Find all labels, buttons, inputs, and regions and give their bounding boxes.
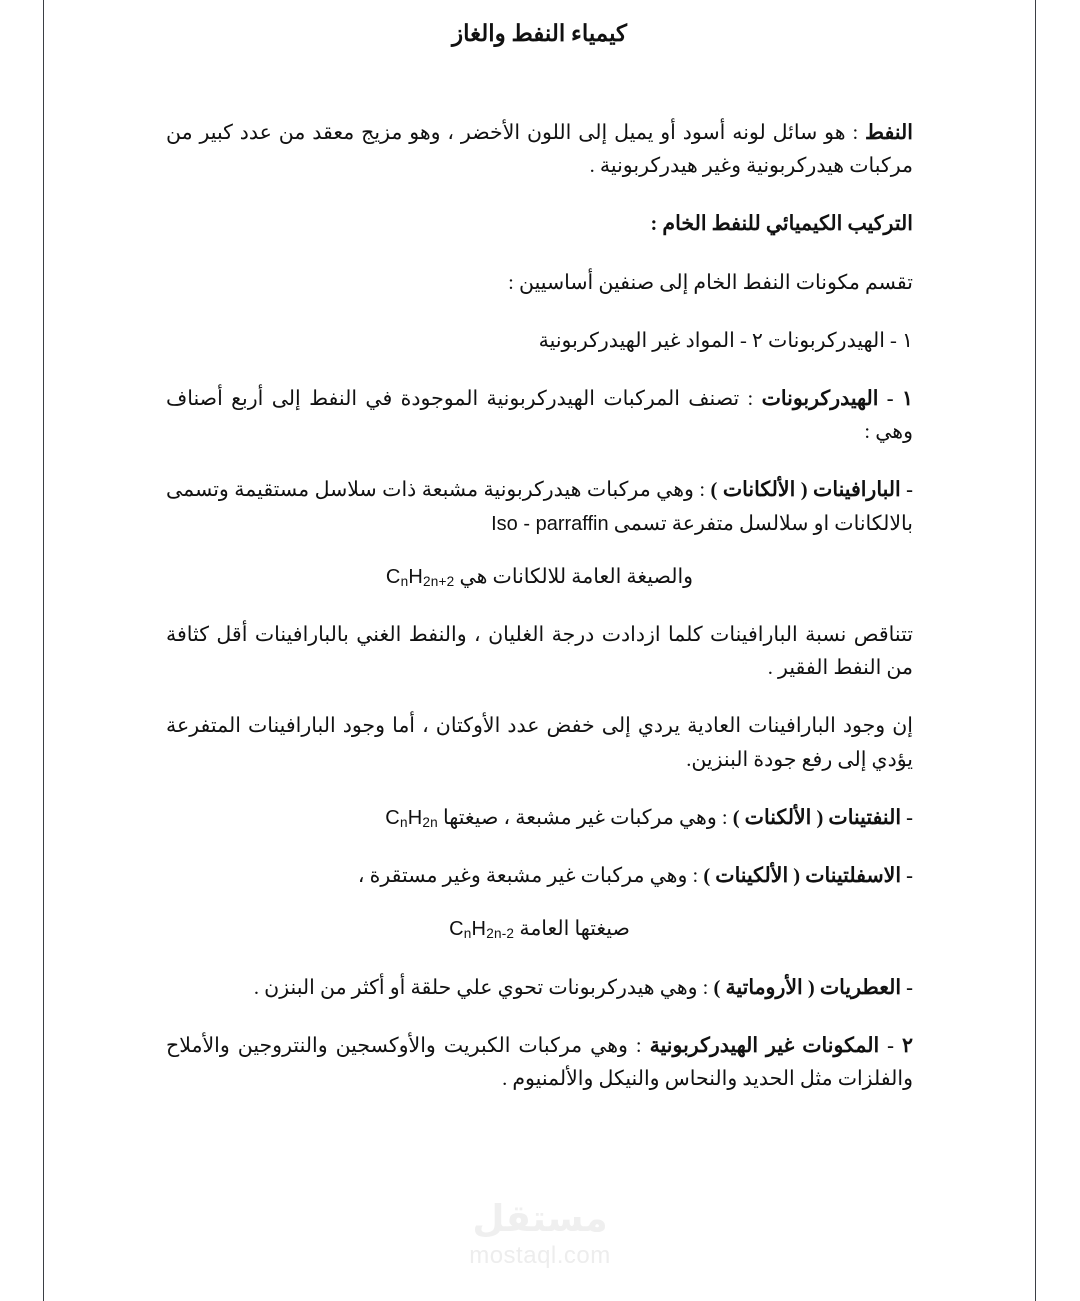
paragraph-hydrocarbons-text: : تصنف المركبات الهيدركربونية الموجودة في النفط إلى أربع أصناف وهي : (166, 388, 913, 444)
document-content (43, 0, 1035, 1301)
formula-alkyne-element-h: H (471, 918, 487, 941)
formula-alkane-element-h: H (408, 565, 423, 588)
formula-alkane (386, 561, 455, 593)
paragraph-asphaltenes (166, 860, 913, 893)
formula-alkane-sub-n: n (400, 573, 409, 589)
term-naphthenes: - النفتينات ( الألكنات ) (732, 806, 913, 829)
formula-alkyne-sub-2n-2: 2n-2 (486, 926, 515, 942)
formula-alkyne-sub-n: n (463, 926, 472, 942)
formula-alkyne (449, 913, 514, 945)
paragraph-paraffins-text: : وهي مركبات هيدركربونية مشبعة ذات سلاسل مستقيمة وتسمى بالالكانات او سلالسل متفرعة تسمى (166, 479, 913, 535)
heading-chemical-composition-label: التركيب الكيميائي للنفط الخام : (650, 213, 913, 236)
paragraph-alkane-general-formula (166, 561, 913, 594)
formula-alkene-sub-2n: 2n (422, 814, 438, 830)
watermark-arabic-logo: مستقل (472, 1198, 608, 1239)
heading-chemical-composition (166, 208, 913, 241)
term-asphaltenes: - الاسفلتينات ( الألكينات ) (703, 865, 913, 888)
paragraph-aromatics-text: : وهي هيدركربونات تحوي علي حلقة أو أكثر من البنزن . (253, 976, 714, 999)
formula-alkane-element-c: C (385, 565, 401, 588)
list-categories (166, 325, 913, 358)
paragraph-octane-number (166, 710, 913, 776)
paragraph-two-categories (166, 267, 913, 300)
paragraph-alkane-general-formula-text: والصيغة العامة للالكانات هي (454, 565, 694, 588)
paragraph-non-hydrocarbon-components (166, 1030, 913, 1096)
formula-alkene-element-h: H (407, 806, 423, 829)
paragraph-alkyne-general-formula (166, 913, 913, 946)
page-title: كيمياء النفط والغاز (452, 21, 627, 46)
formula-alkene-sub-n: n (399, 814, 408, 830)
paragraph-aromatics (166, 972, 913, 1005)
page-right-rule (1035, 0, 1036, 1301)
document-body (166, 117, 913, 1096)
paragraph-paraffin-ratio-text: تتناقص نسبة البارافينات كلما ازدادت درجة الغليان ، والنفط الغني بالبارافينات أقل كثافة من النفط الفقير . (166, 624, 913, 680)
paragraph-two-categories-text: تقسم مكونات النفط الخام إلى صنفين أساسيين : (508, 271, 913, 294)
paragraph-asphaltenes-text: : وهي مركبات غير مشبعة وغير مستقرة ، (357, 865, 704, 888)
term-iso-parraffin: Iso - parraffin (491, 512, 609, 535)
formula-alkene-element-c: C (385, 806, 400, 829)
formula-alkyne-element-c: C (449, 918, 464, 941)
term-aromatics: - العطريات ( الأروماتية ) (713, 976, 913, 999)
term-oil: النفط (865, 122, 913, 145)
paragraph-paraffins (166, 474, 913, 540)
paragraph-non-hydrocarbon-components-text: : وهي مركبات الكبريت والأوكسجين والنتروجين والأملاح والفلزات مثل الحديد والنحاس والنيكل والألمنيوم . (166, 1034, 913, 1090)
paragraph-definition-of-oil (166, 117, 913, 183)
paragraph-hydrocarbons (166, 383, 913, 449)
paragraph-paraffin-ratio (166, 619, 913, 685)
formula-alkane-sub-2n2: 2n+2 (422, 573, 455, 589)
paragraph-octane-number-text: إن وجود البارافينات العادية يردي إلى خفض عدد الأوكتان ، أما وجود البارافينات المتفرعة يؤدي إلى رفع جودة البنزين. (166, 715, 913, 771)
paragraph-naphthenes-text: : وهي مركبات غير مشبعة ، صيغتها (437, 806, 733, 829)
list-categories-text: ١ - الهيدركربونات ٢ - المواد غير الهيدركربونية (538, 329, 913, 352)
formula-alkene (385, 802, 438, 834)
watermark-domain: mostaql.com (469, 1242, 611, 1269)
term-non-hydrocarbon-components: ٢ - المكونات غير الهيدركربونية (649, 1034, 913, 1057)
paragraph-naphthenes (166, 802, 913, 835)
term-paraffins: - البارافينات ( الألكانات ) (710, 479, 913, 502)
term-hydrocarbons: ١ - الهيدركربونات (761, 388, 913, 411)
paragraph-alkyne-general-formula-text: صيغتها العامة (514, 918, 630, 941)
paragraph-definition-of-oil-text: : هو سائل لونه أسود أو يميل إلى اللون الأخضر ، وهو مزيج معقد من عدد كبير من مركبات هيدركربونية وغير هيدركربونية . (166, 122, 913, 178)
